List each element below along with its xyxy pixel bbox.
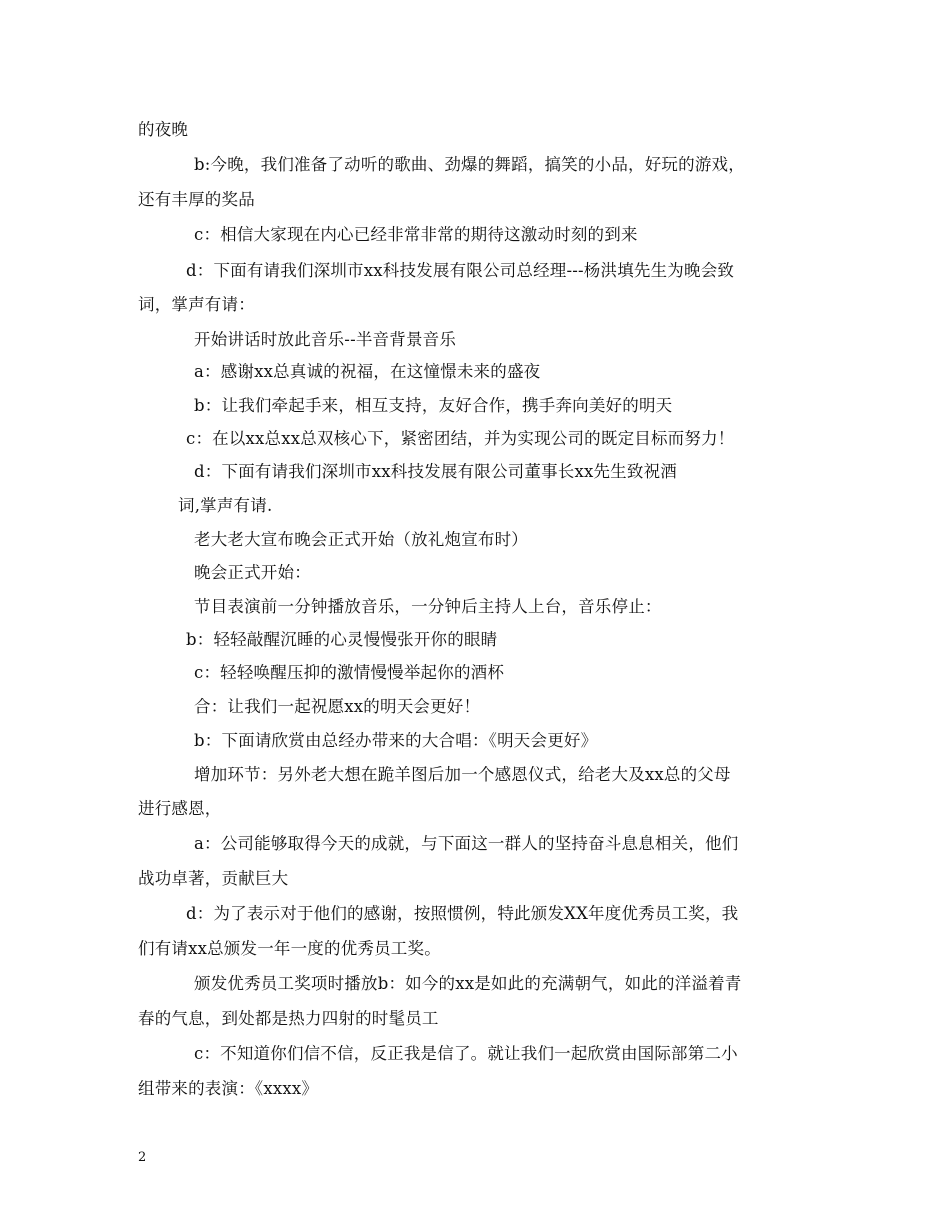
text-line: d：下面有请我们深圳市xx科技发展有限公司董事长xx先生致祝酒	[194, 462, 677, 481]
text-line: c：相信大家现在内心已经非常非常的期待这激动时刻的到来	[194, 225, 638, 244]
text-line: b:今晚，我们准备了动听的歌曲、劲爆的舞蹈，搞笑的小品，好玩的游戏，	[194, 155, 745, 174]
text-line: 晚会正式开始：	[194, 563, 311, 582]
text-line: 组带来的表演：《xxxx》	[138, 1079, 319, 1098]
text-line: b：轻轻敲醒沉睡的心灵慢慢张开你的眼睛	[186, 630, 498, 649]
text-line: c：在以xx总xx总双核心下，紧密团结，并为实现公司的既定目标而努力！	[186, 429, 735, 448]
text-line: 老大老大宣布晚会正式开始（放礼炮宣布时）	[194, 530, 528, 549]
text-line: 战功卓著，贡献巨大	[138, 869, 289, 888]
text-line: 词,掌声有请.	[178, 496, 273, 515]
text-line: 们有请xx总颁发一年一度的优秀员工奖。	[138, 939, 441, 958]
text-line: 还有丰厚的奖品	[138, 190, 255, 209]
text-line: 的夜晚	[138, 120, 189, 139]
text-line: a：公司能够取得今天的成就，与下面这一群人的坚持奋斗息息相关，他们	[194, 834, 739, 853]
text-line: a：感谢xx总真诚的祝福，在这憧憬未来的盛夜	[194, 362, 541, 381]
text-line: c：轻轻唤醒压抑的激情慢慢举起你的酒杯	[194, 663, 505, 682]
text-line: 春的气息，到处都是热力四射的时髦员工	[138, 1009, 439, 1028]
text-line: d：为了表示对于他们的感谢，按照惯例，特此颁发XX年度优秀员工奖，我	[186, 904, 739, 923]
text-line: d：下面有请我们深圳市xx科技发展有限公司总经理---杨洪填先生为晚会致	[186, 261, 735, 280]
text-line: 颁发优秀员工奖项时播放b：如今的xx是如此的充满朝气，如此的洋溢着青	[194, 974, 742, 993]
text-line: 增加环节：另外老大想在跪羊图后加一个感恩仪式，给老大及xx总的父母	[194, 765, 731, 784]
text-line: b：让我们牵起手来，相互支持，友好合作，携手奔向美好的明天	[194, 396, 673, 415]
text-line: b：下面请欣赏由总经办带来的大合唱：《明天会更好》	[194, 731, 598, 750]
page-number: 2	[138, 1150, 147, 1165]
text-line: 节目表演前一分钟播放音乐，一分钟后主持人上台，音乐停止：	[194, 597, 662, 616]
text-line: 词，掌声有请：	[138, 295, 255, 314]
text-line: 合：让我们一起祝愿xx的明天会更好！	[194, 697, 481, 716]
text-line: 开始讲话时放此音乐--半音背景音乐	[194, 330, 457, 349]
text-line: c：不知道你们信不信，反正我是信了。就让我们一起欣赏由国际部第二小	[194, 1044, 738, 1063]
text-line: 进行感恩，	[138, 799, 222, 818]
